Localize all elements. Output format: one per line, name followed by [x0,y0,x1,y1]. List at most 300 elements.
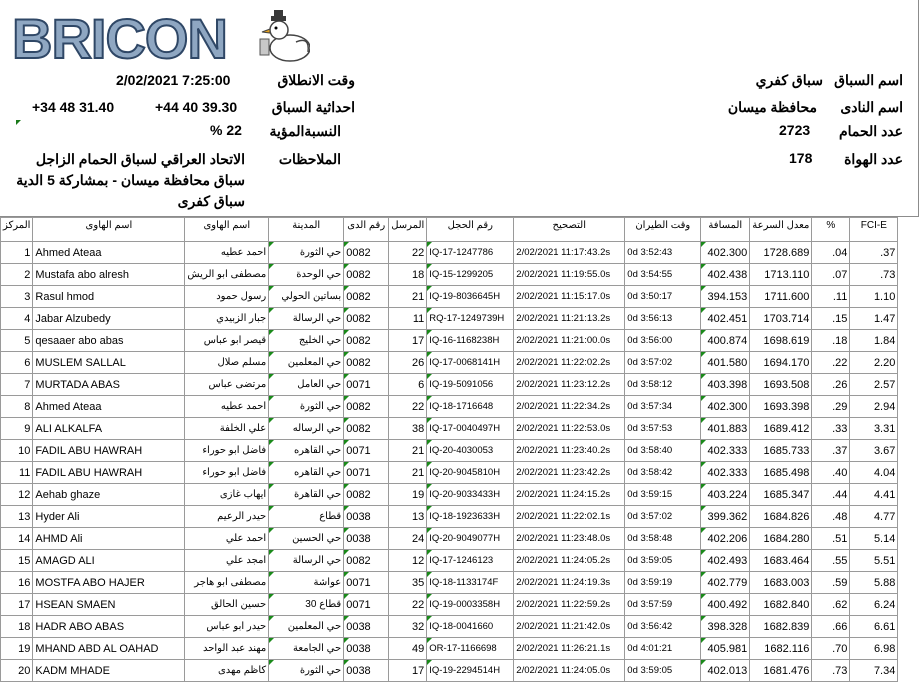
distance-cell: 402.333 [701,462,750,484]
sent-count-cell: 32 [389,616,427,638]
speed-cell: 1682.116 [750,638,812,660]
ring-number-cell: IQ-18-0041660 [427,616,514,638]
city-cell: بساتين الحولي [269,286,344,308]
sent-count-cell: 21 [389,286,427,308]
speed-cell: 1685.347 [750,484,812,506]
distance-cell: 401.883 [701,418,750,440]
coord-latitude: +34 48 31.40 [32,99,115,115]
percent-cell: .44 [812,484,850,506]
distance-cell: 402.451 [701,308,750,330]
fancier-name-en-cell: MUSLEM SALLAL [33,352,185,374]
fci-cell: 4.77 [850,506,898,528]
rank-cell: 1 [1,242,33,264]
col-header-ring: رقم الحجل [427,218,514,242]
fancier-name-ar-cell: حسين الحالق [185,594,269,616]
correction-cell: 2/02/2021 11:17:43.2s [514,242,625,264]
coords-label: احداثية السباق [271,99,355,115]
fci-cell: 2.57 [850,374,898,396]
speed-cell: 1684.826 [750,506,812,528]
col-header-speed: معدل السرعة [750,218,812,242]
city-cell: حي الوحدة [269,264,344,286]
ring-number-cell: IQ-17-0068141H [427,352,514,374]
percent-value: % 22 [210,122,242,138]
club-number-cell: 0071 [344,374,389,396]
fci-cell: 6.98 [850,638,898,660]
correction-cell: 2/02/2021 11:23:42.2s [514,462,625,484]
club-number-cell: 0082 [344,396,389,418]
race-name-value: سباق كفري [755,72,823,88]
club-number-cell: 0082 [344,286,389,308]
distance-cell: 402.779 [701,572,750,594]
sent-count-cell: 38 [389,418,427,440]
speed-cell: 1681.476 [750,660,812,682]
table-row [1,286,898,308]
col-header-city: المدينة [269,218,344,242]
city-cell: حي القاهرة [269,484,344,506]
fancier-name-ar-cell: احمد عطيه [185,242,269,264]
fancier-name-en-cell: FADIL ABU HAWRAH [33,440,185,462]
correction-cell: 2/02/2021 11:24:19.3s [514,572,625,594]
city-cell: عواشة [269,572,344,594]
percent-cell: .48 [812,506,850,528]
correction-cell: 2/02/2021 11:22:53.0s [514,418,625,440]
distance-cell: 405.981 [701,638,750,660]
speed-cell: 1711.600 [750,286,812,308]
distance-cell: 402.206 [701,528,750,550]
fancier-name-ar-cell: فاضل ابو حوراء [185,462,269,484]
table-row [1,594,898,616]
ring-number-cell: IQ-16-1168238H [427,330,514,352]
speed-cell: 1689.412 [750,418,812,440]
sent-count-cell: 12 [389,550,427,572]
fanciers-value: 178 [789,150,813,166]
city-cell: حي الثورة [269,242,344,264]
speed-cell: 1683.003 [750,572,812,594]
rank-cell: 5 [1,330,33,352]
ring-number-cell: IQ-19-0003358H [427,594,514,616]
club-number-cell: 0071 [344,440,389,462]
table-row [1,440,898,462]
fancier-name-en-cell: ALI ALKALFA [33,418,185,440]
correction-cell: 2/02/2021 11:24:15.2s [514,484,625,506]
fci-cell: 5.51 [850,550,898,572]
col-header-name-ar: اسم الهاوى [185,218,269,242]
sent-count-cell: 22 [389,396,427,418]
sent-count-cell: 6 [389,374,427,396]
fancier-name-ar-cell: رسول حمود [185,286,269,308]
ring-number-cell: IQ-18-1716648 [427,396,514,418]
fci-cell: 2.94 [850,396,898,418]
rank-cell: 11 [1,462,33,484]
fancier-name-ar-cell: فاضل ابو حوراء [185,440,269,462]
correction-cell: 2/02/2021 11:22:59.2s [514,594,625,616]
city-cell: حي القاهره [269,462,344,484]
fancier-name-en-cell: MHAND ABD AL OAHAD [33,638,185,660]
flight-time-cell: 0d 3:56:00 [625,330,701,352]
percent-cell: .59 [812,572,850,594]
table-row [1,396,898,418]
city-cell: حي العامل [269,374,344,396]
race-name-label: اسم السباق [834,72,903,88]
flight-time-cell: 0d 3:57:02 [625,506,701,528]
correction-cell: 2/02/2021 11:24:05.2s [514,550,625,572]
fci-cell: 5.14 [850,528,898,550]
percent-cell: .33 [812,418,850,440]
fancier-name-ar-cell: ايهاب غازى [185,484,269,506]
distance-cell: 400.874 [701,330,750,352]
percent-cell: .51 [812,528,850,550]
rank-cell: 6 [1,352,33,374]
percent-cell: .18 [812,330,850,352]
notes-label: الملاحظات [278,151,341,167]
fanciers-label: عدد الهواة [844,151,903,167]
table-row [1,352,898,374]
speed-cell: 1685.733 [750,440,812,462]
sent-count-cell: 24 [389,528,427,550]
table-row [1,330,898,352]
svg-text:BRICON: BRICON [12,7,227,68]
correction-cell: 2/02/2021 11:22:34.2s [514,396,625,418]
correction-cell: 2/02/2021 11:19:55.0s [514,264,625,286]
fancier-name-ar-cell: قيصر ابو عباس [185,330,269,352]
flight-time-cell: 0d 3:57:59 [625,594,701,616]
club-value: محافظة ميسان [727,99,817,115]
correction-cell: 2/02/2021 11:21:13.2s [514,308,625,330]
sent-count-cell: 21 [389,462,427,484]
fancier-name-en-cell: MOSTFA ABO HAJER [33,572,185,594]
sent-count-cell: 17 [389,660,427,682]
club-number-cell: 0082 [344,352,389,374]
fancier-name-ar-cell: حيدر ابو عباس [185,616,269,638]
table-header-row [1,218,898,242]
fancier-name-en-cell: Ahmed Ateaa [33,396,185,418]
fci-cell: 1.47 [850,308,898,330]
table-row [1,528,898,550]
rank-cell: 20 [1,660,33,682]
table-row [1,550,898,572]
speed-cell: 1682.840 [750,594,812,616]
flight-time-cell: 0d 3:52:43 [625,242,701,264]
city-cell: حي الحسين [269,528,344,550]
fancier-name-ar-cell: مصطفى ابو الريش [185,264,269,286]
percent-cell: .37 [812,440,850,462]
table-row [1,308,898,330]
club-number-cell: 0038 [344,660,389,682]
flight-time-cell: 0d 3:59:05 [625,660,701,682]
percent-cell: .40 [812,462,850,484]
club-number-cell: 0082 [344,550,389,572]
correction-cell: 2/02/2021 11:23:12.2s [514,374,625,396]
fci-cell: 6.24 [850,594,898,616]
flight-time-cell: 0d 3:56:13 [625,308,701,330]
fci-cell: 6.61 [850,616,898,638]
note-line-3: سباق كفرى [177,193,245,209]
fancier-name-ar-cell: امجد علي [185,550,269,572]
club-label: اسم النادى [840,99,903,115]
flight-time-cell: 0d 3:57:53 [625,418,701,440]
fancier-name-en-cell: HSEAN SMAEN [33,594,185,616]
speed-cell: 1682.839 [750,616,812,638]
speed-cell: 1684.280 [750,528,812,550]
fancier-name-en-cell: KADM MHADE [33,660,185,682]
distance-cell: 402.333 [701,440,750,462]
flight-time-cell: 0d 3:57:02 [625,352,701,374]
percent-cell: .70 [812,638,850,660]
correction-cell: 2/02/2021 11:22:02.1s [514,506,625,528]
fancier-name-en-cell: Jabar Alzubedy [33,308,185,330]
rank-cell: 4 [1,308,33,330]
flight-time-cell: 0d 3:54:55 [625,264,701,286]
speed-cell: 1693.398 [750,396,812,418]
ring-number-cell: IQ-19-8036645H [427,286,514,308]
col-header-correction: التصحيح [514,218,625,242]
club-number-cell: 0082 [344,484,389,506]
start-value: 2/02/2021 7:25:00 [116,72,231,88]
flight-time-cell: 0d 3:50:17 [625,286,701,308]
ring-number-cell: IQ-18-1133174F [427,572,514,594]
fci-cell: 1.84 [850,330,898,352]
fancier-name-ar-cell: مسلم صلال [185,352,269,374]
fancier-name-en-cell: Aehab ghaze [33,484,185,506]
correction-cell: 2/02/2021 11:23:48.0s [514,528,625,550]
rank-cell: 8 [1,396,33,418]
rank-cell: 3 [1,286,33,308]
ring-number-cell: OR-17-1166698 [427,638,514,660]
club-number-cell: 0038 [344,528,389,550]
table-row [1,418,898,440]
correction-cell: 2/02/2021 11:26:21.1s [514,638,625,660]
header-border-right [918,0,919,217]
rank-cell: 2 [1,264,33,286]
pigeon-mascot-icon [260,10,310,61]
rank-cell: 18 [1,616,33,638]
city-cell: حي الجامعة [269,638,344,660]
speed-cell: 1683.464 [750,550,812,572]
col-header-sent: المرسل [389,218,427,242]
percent-cell: .07 [812,264,850,286]
rank-cell: 9 [1,418,33,440]
percent-cell: .62 [812,594,850,616]
fancier-name-ar-cell: جبار الزبيدي [185,308,269,330]
sent-count-cell: 21 [389,440,427,462]
club-number-cell: 0071 [344,572,389,594]
sent-count-cell: 19 [389,484,427,506]
correction-cell: 2/02/2021 11:21:42.0s [514,616,625,638]
flight-time-cell: 0d 3:59:19 [625,572,701,594]
club-number-cell: 0038 [344,638,389,660]
ring-number-cell: IQ-17-1246123 [427,550,514,572]
table-row [1,264,898,286]
sent-count-cell: 22 [389,242,427,264]
note-line-1: الاتحاد العراقي لسباق الحمام الزاجل [35,151,245,167]
fancier-name-en-cell: Hyder Ali [33,506,185,528]
sent-count-cell: 18 [389,264,427,286]
city-cell: حي المعلمين [269,352,344,374]
ring-number-cell: IQ-17-1247786 [427,242,514,264]
club-number-cell: 0082 [344,308,389,330]
rank-cell: 10 [1,440,33,462]
start-label: وقت الانطلاق [277,72,355,88]
fci-cell: 5.88 [850,572,898,594]
col-header-percent: % [812,218,850,242]
distance-cell: 399.362 [701,506,750,528]
fancier-name-en-cell: AHMD Ali [33,528,185,550]
flight-time-cell: 0d 3:59:15 [625,484,701,506]
fancier-name-en-cell: Mustafa abo alresh [33,264,185,286]
sent-count-cell: 49 [389,638,427,660]
speed-cell: 1694.170 [750,352,812,374]
fancier-name-ar-cell: مصطفى ابو هاجر [185,572,269,594]
table-row [1,660,898,682]
distance-cell: 402.493 [701,550,750,572]
flight-time-cell: 0d 3:59:05 [625,550,701,572]
pigeons-label: عدد الحمام [838,123,903,139]
percent-cell: .04 [812,242,850,264]
club-number-cell: 0082 [344,264,389,286]
distance-cell: 403.224 [701,484,750,506]
note-line-2: سباق محافظة ميسان - بمشاركة 5 الدية [16,172,245,188]
fancier-name-ar-cell: احمد عطيه [185,396,269,418]
city-cell: حي الرساله [269,418,344,440]
table-row [1,242,898,264]
city-cell: حي الرسالة [269,308,344,330]
fancier-name-ar-cell: كاظم مهدى [185,660,269,682]
rank-cell: 12 [1,484,33,506]
rank-cell: 7 [1,374,33,396]
city-cell: حي الرسالة [269,550,344,572]
flight-time-cell: 0d 3:57:34 [625,396,701,418]
speed-cell: 1685.498 [750,462,812,484]
distance-cell: 402.438 [701,264,750,286]
flight-time-cell: 0d 3:58:42 [625,462,701,484]
city-cell: حي الثورة [269,396,344,418]
col-header-flight-time: وقت الطيران [625,218,701,242]
ring-number-cell: IQ-15-1299205 [427,264,514,286]
bricon-logo [10,6,310,68]
flight-time-cell: 0d 4:01:21 [625,638,701,660]
ring-number-cell: IQ-17-0040497H [427,418,514,440]
ring-number-cell: IQ-20-9033433H [427,484,514,506]
percent-label: النسبةالمؤية [269,123,341,139]
fancier-name-en-cell: HADR ABO ABAS [33,616,185,638]
fancier-name-en-cell: MURTADA ABAS [33,374,185,396]
flight-time-cell: 0d 3:58:12 [625,374,701,396]
distance-cell: 400.492 [701,594,750,616]
distance-cell: 394.153 [701,286,750,308]
distance-cell: 401.580 [701,352,750,374]
city-cell: قطاع [269,506,344,528]
club-number-cell: 0082 [344,330,389,352]
fancier-name-ar-cell: علي الخلفة [185,418,269,440]
club-number-cell: 0071 [344,594,389,616]
percent-cell: .73 [812,660,850,682]
ring-number-cell: IQ-18-1923633H [427,506,514,528]
club-number-cell: 0038 [344,506,389,528]
correction-cell: 2/02/2021 11:22:02.2s [514,352,625,374]
distance-cell: 402.300 [701,242,750,264]
percent-cell: .29 [812,396,850,418]
fci-cell: 4.41 [850,484,898,506]
rank-cell: 16 [1,572,33,594]
club-number-cell: 0082 [344,242,389,264]
percent-cell: .15 [812,308,850,330]
fancier-name-ar-cell: احمد علي [185,528,269,550]
flight-time-cell: 0d 3:58:40 [625,440,701,462]
rank-cell: 17 [1,594,33,616]
cell-marker-icon [16,120,21,125]
ring-number-cell: IQ-20-9049077H [427,528,514,550]
speed-cell: 1703.714 [750,308,812,330]
fancier-name-ar-cell: حيدر الرعيم [185,506,269,528]
percent-cell: .22 [812,352,850,374]
distance-cell: 402.013 [701,660,750,682]
fancier-name-en-cell: FADIL ABU HAWRAH [33,462,185,484]
distance-cell: 398.328 [701,616,750,638]
speed-cell: 1693.508 [750,374,812,396]
percent-cell: .26 [812,374,850,396]
fci-cell: 3.67 [850,440,898,462]
sent-count-cell: 35 [389,572,427,594]
fancier-name-ar-cell: مهند عبد الواحد [185,638,269,660]
speed-cell: 1728.689 [750,242,812,264]
col-header-fci: FCI-E [850,218,898,242]
table-row [1,484,898,506]
table-row [1,572,898,594]
rank-cell: 15 [1,550,33,572]
correction-cell: 2/02/2021 11:23:40.2s [514,440,625,462]
sent-count-cell: 17 [389,330,427,352]
rank-cell: 19 [1,638,33,660]
fci-cell: 1.10 [850,286,898,308]
fancier-name-en-cell: Rasul hmod [33,286,185,308]
distance-cell: 403.398 [701,374,750,396]
fci-cell: .37 [850,242,898,264]
sent-count-cell: 11 [389,308,427,330]
col-header-club-no: رقم الدى [344,218,389,242]
ring-number-cell: IQ-19-2294514H [427,660,514,682]
sent-count-cell: 22 [389,594,427,616]
distance-cell: 402.300 [701,396,750,418]
fci-cell: .73 [850,264,898,286]
table-row [1,506,898,528]
percent-cell: .11 [812,286,850,308]
col-header-name-en: اسم الهاوى [33,218,185,242]
table-row [1,638,898,660]
sent-count-cell: 13 [389,506,427,528]
correction-cell: 2/02/2021 11:21:00.0s [514,330,625,352]
col-header-distance: المسافة [701,218,750,242]
percent-cell: .66 [812,616,850,638]
city-cell: حي الخليج [269,330,344,352]
club-number-cell: 0082 [344,418,389,440]
rank-cell: 14 [1,528,33,550]
city-cell: قطاع 30 [269,594,344,616]
report-header [0,0,921,216]
fancier-name-en-cell: AMAGD ALI [33,550,185,572]
flight-time-cell: 0d 3:58:48 [625,528,701,550]
fci-cell: 4.04 [850,462,898,484]
club-number-cell: 0071 [344,462,389,484]
speed-cell: 1713.110 [750,264,812,286]
rank-cell: 13 [1,506,33,528]
fancier-name-en-cell: qesaaer abo abas [33,330,185,352]
table-row [1,462,898,484]
results-table [0,217,898,682]
table-row [1,616,898,638]
ring-number-cell: IQ-19-5091056 [427,374,514,396]
pigeons-value: 2723 [779,122,811,138]
col-header-rank: المركز [1,218,33,242]
